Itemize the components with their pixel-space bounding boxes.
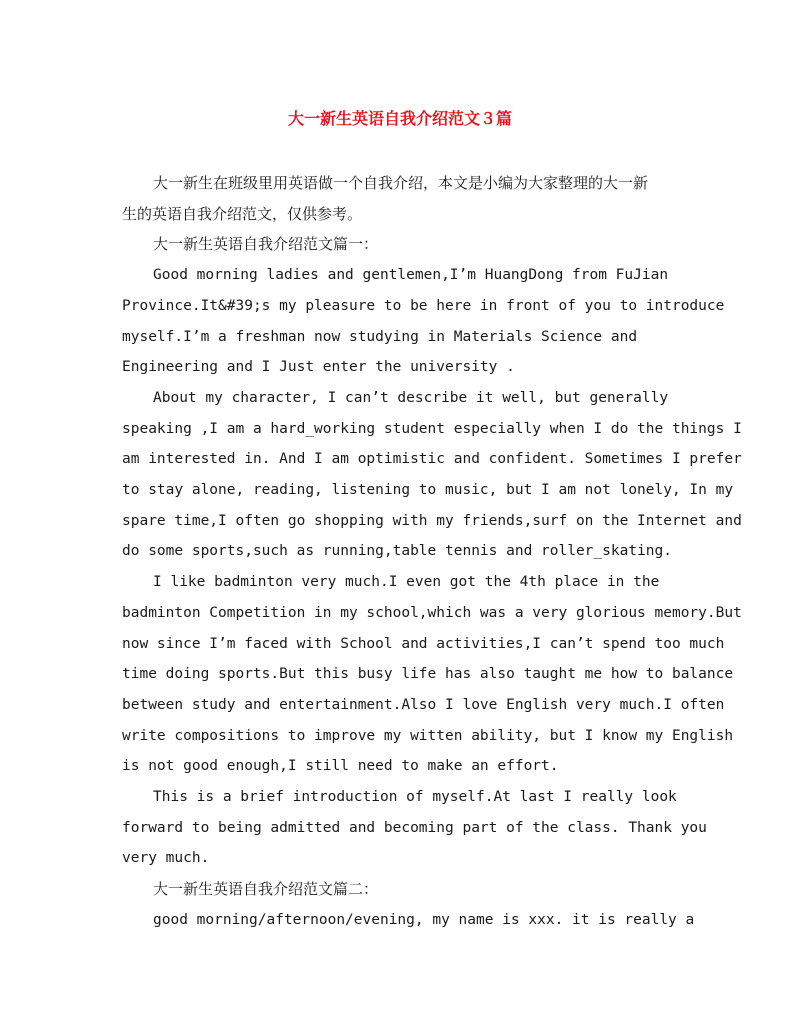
text-line: This is a brief introduction of myself.At last I really look [153, 789, 677, 806]
text-line: 大一新生在班级里用英语做一个自我介绍，本文是小编为大家整理的大一新 [153, 174, 649, 192]
text-line: spare time,I often go shopping with my friends,surf on the Internet and [122, 512, 742, 529]
text-line: Good morning ladies and gentlemen,I’m HuangDong from FuJian [153, 267, 669, 284]
text-line: good morning/afternoon/evening, my name is xxx. it is really a [153, 911, 695, 928]
text-line: is not good enough,I still need to make an effort. [122, 758, 559, 775]
text-line: am interested in. And I am optimistic and confident. Sometimes I prefer [122, 451, 742, 468]
section-heading-2 [122, 874, 682, 905]
text-line: I like badminton very much.I even got the 4th place in the [153, 574, 660, 591]
paragraph [122, 260, 725, 383]
text-line: between study and entertainment.Also I love English very much.I often [122, 696, 725, 713]
text-line: speaking ,I am a hard_working student especially when I do the things I [122, 420, 742, 437]
paragraph [122, 383, 742, 567]
text-line: 大一新生英语自我介绍范文篇二： [153, 880, 379, 899]
intro-paragraph [122, 168, 682, 229]
text-line: write compositions to improve my witten ability, but I know my English [122, 727, 734, 744]
text-line: Engineering and I Just enter the university . [122, 359, 515, 376]
text-line: now since I’m faced with School and activities,I can’t spend too much [122, 635, 725, 652]
text-line: time doing sports.But this busy life has also taught me how to balance [122, 666, 734, 683]
document-title: 大一新生英语自我介绍范文３篇 [287, 109, 512, 128]
text-line: myself.I’m a freshman now studying in Materials Science and [122, 328, 638, 345]
text-line: Province.It&#39;s my pleasure to be here in front of you to introduce [122, 297, 725, 314]
text-line: About my character, I can’t describe it well, but generally [153, 389, 669, 406]
text-line: 生的英语自我介绍范文，仅供参考。 [122, 204, 363, 223]
text-line: badminton Competition in my school,which was a very glorious memory.But [122, 604, 742, 621]
paragraph [122, 905, 695, 936]
text-line: 大一新生英语自我介绍范文篇一： [153, 235, 379, 254]
text-line: do some sports,such as running,table tennis and roller_skating. [122, 543, 672, 560]
paragraph [122, 567, 742, 782]
section-heading-1 [122, 229, 682, 260]
text-line: forward to being admitted and becoming part of the class. Thank you [122, 819, 707, 836]
paragraph [122, 782, 707, 874]
text-line: to stay alone, reading, listening to music, but I am not lonely, In my [122, 482, 734, 499]
text-line: very much. [122, 850, 210, 867]
document-body [122, 168, 742, 936]
